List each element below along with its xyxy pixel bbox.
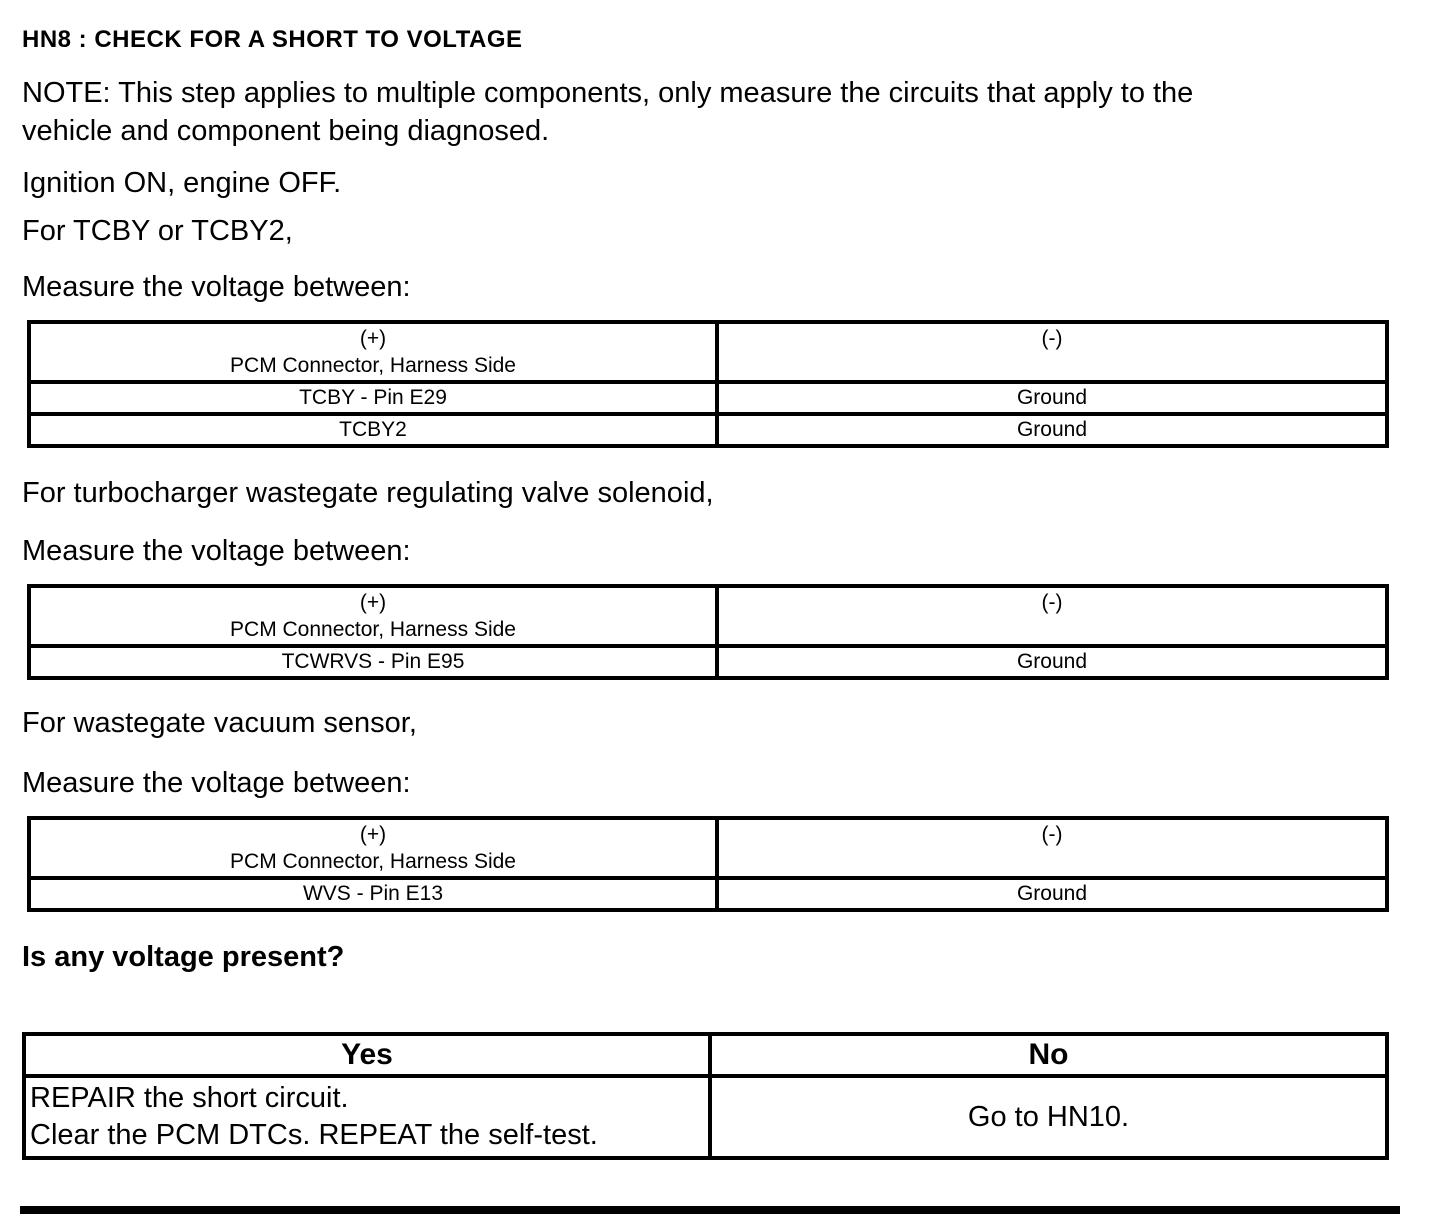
positive-point-cell: WVS - Pin E13 (29, 878, 717, 910)
positive-header-cell (29, 586, 717, 646)
no-action-cell: Go to HN10. (710, 1076, 1387, 1158)
table-row (29, 382, 1387, 414)
positive-symbol: (+) (359, 823, 387, 846)
table-header-row (29, 586, 1387, 646)
negative-point-cell: Ground (717, 382, 1387, 414)
positive-subheader: PCM Connector, Harness Side (230, 354, 516, 377)
positive-point-cell: TCBY - Pin E29 (29, 382, 717, 414)
negative-header-cell (717, 818, 1387, 878)
section-2-measure-label: Measure the voltage between: (22, 535, 411, 567)
ignition-instruction: Ignition ON, engine OFF. (22, 167, 342, 199)
section-2-intro: For turbocharger wastegate regulating valve solenoid, (22, 477, 714, 509)
positive-subheader: PCM Connector, Harness Side (230, 618, 516, 641)
table-row (29, 878, 1387, 910)
section-1-intro: For TCBY or TCBY2, (22, 215, 293, 247)
section-3-measure-label: Measure the voltage between: (22, 767, 411, 799)
positive-symbol: (+) (359, 591, 387, 614)
divider-rule (20, 1206, 1400, 1214)
measurement-table-3 (27, 816, 1389, 912)
positive-symbol: (+) (359, 327, 387, 350)
table-header-row (29, 322, 1387, 382)
yes-action-line-1: REPAIR the short circuit. (30, 1082, 349, 1114)
negative-point-cell: Ground (717, 646, 1387, 678)
negative-symbol: (-) (1041, 591, 1063, 614)
section-1-measure-label: Measure the voltage between: (22, 271, 411, 303)
negative-symbol: (-) (1041, 327, 1063, 350)
measurement-table-1 (27, 320, 1389, 448)
no-header-cell: No (710, 1034, 1387, 1076)
note-line-1: NOTE: This step applies to multiple components, only measure the circuits that apply to the (22, 77, 1194, 109)
negative-point-cell: Ground (717, 878, 1387, 910)
decision-body-row (24, 1076, 1387, 1158)
negative-symbol: (-) (1041, 823, 1063, 846)
note-text (22, 74, 1400, 150)
table-row (29, 646, 1387, 678)
positive-header-cell (29, 322, 717, 382)
decision-table (22, 1032, 1389, 1160)
positive-header-cell (29, 818, 717, 878)
positive-point-cell: TCWRVS - Pin E95 (29, 646, 717, 678)
positive-subheader: PCM Connector, Harness Side (230, 850, 516, 873)
positive-point-cell: TCBY2 (29, 414, 717, 446)
measurement-table-2 (27, 584, 1389, 680)
note-line-2: vehicle and component being diagnosed. (22, 115, 550, 147)
negative-header-cell (717, 322, 1387, 382)
decision-header-row (24, 1034, 1387, 1076)
page-title: HN8 : CHECK FOR A SHORT TO VOLTAGE (22, 26, 523, 53)
negative-point-cell: Ground (717, 414, 1387, 446)
table-row (29, 414, 1387, 446)
negative-header-cell (717, 586, 1387, 646)
section-3-intro: For wastegate vacuum sensor, (22, 707, 417, 739)
yes-action-cell (24, 1076, 710, 1158)
yes-header-cell: Yes (24, 1034, 710, 1076)
table-header-row (29, 818, 1387, 878)
yes-action-line-2: Clear the PCM DTCs. REPEAT the self-test. (30, 1119, 598, 1151)
question-text: Is any voltage present? (22, 941, 345, 973)
